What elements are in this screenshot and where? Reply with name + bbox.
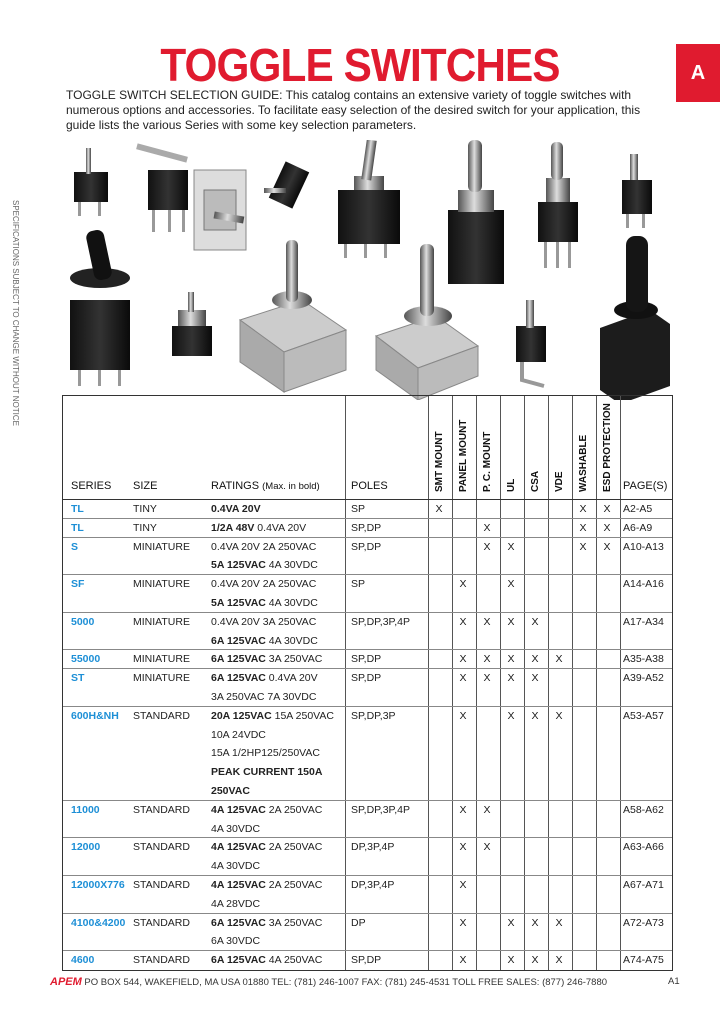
row-pages: A74-A75: [623, 954, 664, 967]
row-rating-line: [211, 744, 320, 762]
row-mark: X: [507, 916, 515, 929]
rating-segment: 6A 125VAC: [211, 954, 266, 967]
row-rating-line: [211, 914, 322, 932]
row-mark: X: [555, 916, 563, 929]
row-size: STANDARD: [133, 954, 190, 967]
row-rating-line: [211, 650, 322, 668]
rating-segment: 10A 24VDC: [211, 728, 266, 741]
row-mark: X: [507, 578, 515, 591]
row-poles: SP,DP,3P,4P: [351, 803, 410, 816]
row-mark: X: [459, 615, 467, 628]
rating-segment: 0.4VA 20V 2A 250VAC: [211, 578, 317, 591]
row-mark: X: [603, 503, 611, 515]
page-number: A1: [668, 976, 680, 987]
switch-photo-2: [136, 143, 188, 232]
row-series: TL: [71, 503, 84, 515]
rating-segment: PEAK CURRENT 150A: [211, 766, 323, 779]
row-series: 12000: [71, 841, 101, 854]
row-mark: X: [555, 653, 563, 666]
row-rating-line: [211, 895, 260, 913]
col-pc-mount: P. C. MOUNT: [482, 431, 493, 492]
row-size: STANDARD: [133, 803, 190, 816]
row-mark: X: [459, 672, 467, 685]
row-series: ST: [71, 672, 85, 685]
rating-segment: 0.4VA 20V: [254, 521, 307, 534]
rating-segment: 3A 250VAC 7A 30VDC: [211, 691, 317, 703]
rating-segment: 6A 30VDC: [211, 935, 261, 948]
rating-segment: 0.4VA 20V: [265, 672, 318, 685]
rating-segment: 4A 125VAC: [211, 803, 266, 816]
col-ul: UL: [506, 478, 517, 492]
row-size: STANDARD: [133, 841, 190, 854]
rating-segment: 2A 250VAC: [265, 879, 323, 891]
row-mark: X: [603, 540, 611, 553]
row-mark: X: [531, 954, 539, 967]
switch-photo-6: [448, 140, 504, 284]
row-rating-line: [211, 782, 250, 800]
row-mark: X: [483, 653, 491, 666]
row-size: MINIATURE: [133, 615, 190, 628]
row-mark: X: [483, 803, 491, 816]
rating-segment: 250VAC: [211, 785, 250, 797]
row-pages: A10-A13: [623, 540, 664, 553]
row-pages: A58-A62: [623, 803, 664, 816]
row-size: STANDARD: [133, 879, 190, 891]
row-mark: X: [483, 672, 491, 685]
row-mark: X: [555, 709, 563, 722]
col-ratings: RATINGS (Max. in bold): [211, 480, 320, 492]
rating-segment: 4A 30VDC: [211, 822, 261, 835]
rating-segment: 20A 125VAC: [211, 709, 272, 722]
rating-segment: 3A 250VAC: [265, 653, 323, 666]
row-pages: A6-A9: [623, 521, 653, 534]
rating-segment: 6A 125VAC: [211, 653, 266, 666]
selection-table: [62, 395, 673, 971]
col-panel-mount: PANEL MOUNT: [458, 419, 469, 492]
row-mark: X: [459, 803, 467, 816]
row-mark: X: [531, 672, 539, 685]
row-size: TINY: [133, 503, 157, 515]
row-size: MINIATURE: [133, 578, 190, 591]
row-rating-line: [211, 575, 316, 593]
rating-segment: 6A 125VAC: [211, 634, 266, 647]
row-poles: DP,3P,4P: [351, 879, 395, 891]
row-mark: X: [579, 503, 587, 515]
col-esd-protection: ESD PROTECTION: [602, 403, 613, 492]
switch-photo-4: [264, 161, 309, 208]
rating-segment: 0.4VA 20V 2A 250VAC: [211, 540, 317, 553]
brand-logo: APEM: [50, 976, 82, 988]
rating-segment: 0.4VA 20V 3A 250VAC: [211, 615, 317, 628]
rating-segment: 4A 250VAC: [265, 954, 323, 967]
col-series: SERIES: [71, 480, 112, 492]
row-rating-line: [211, 857, 260, 875]
row-series: 12000X776: [71, 879, 125, 891]
col-pages: PAGE(S): [623, 480, 668, 492]
row-rating-line: [211, 838, 322, 856]
switch-photo-13: [516, 300, 546, 386]
row-series: 4100&4200: [71, 916, 126, 929]
row-poles: SP,DP: [351, 954, 382, 967]
rating-segment: 4A 125VAC: [211, 879, 266, 891]
row-series: 5000: [71, 615, 95, 628]
page-title: TOGGLE SWITCHES: [160, 39, 560, 91]
row-poles: SP,DP: [351, 672, 382, 685]
row-rating-line: [211, 951, 322, 969]
row-series: S: [71, 540, 79, 553]
rating-segment: 5A 125VAC: [211, 597, 266, 609]
switch-photo-8: [622, 154, 652, 228]
row-rating-line: [211, 613, 316, 631]
col-size: SIZE: [133, 480, 158, 492]
row-mark: X: [531, 916, 539, 929]
row-mark: X: [531, 709, 539, 722]
row-rating-line: [211, 932, 260, 950]
row-pages: A2-A5: [623, 503, 653, 515]
row-pages: A39-A52: [623, 672, 664, 685]
row-rating-line: [211, 632, 318, 650]
row-mark: X: [507, 672, 515, 685]
row-poles: SP: [351, 578, 366, 591]
row-rating-line: [211, 594, 318, 612]
row-pages: A63-A66: [623, 841, 664, 854]
switch-photo-11: [240, 240, 346, 392]
col-poles: POLES: [351, 480, 388, 492]
row-mark: X: [507, 540, 515, 553]
section-tab: A: [676, 44, 720, 102]
row-series: SF: [71, 578, 85, 591]
rating-segment: 2A 250VAC: [265, 803, 323, 816]
switch-photo-10: [172, 292, 212, 356]
rating-segment: 3A 250VAC: [265, 916, 323, 929]
row-poles: SP,DP: [351, 521, 382, 534]
switch-photo-3: [194, 170, 246, 250]
row-size: MINIATURE: [133, 672, 190, 685]
row-mark: X: [555, 954, 563, 967]
row-pages: A67-A71: [623, 879, 664, 891]
rating-segment: 2A 250VAC: [265, 841, 323, 854]
row-rating-line: [211, 820, 260, 838]
switch-photo-7: [538, 142, 578, 268]
row-size: STANDARD: [133, 709, 190, 722]
row-mark: X: [459, 879, 467, 891]
intro-paragraph: TOGGLE SWITCH SELECTION GUIDE: This catalog contains an extensive variety of toggle switches with numerous options and accessories. To facilitate easy selection of the desired switch for your application, this guide lists the various Series with some key selection parameters.: [66, 88, 641, 132]
rating-segment: 4A 30VDC: [265, 597, 318, 609]
row-rating-line: [211, 556, 318, 574]
rating-segment: 4A 125VAC: [211, 841, 266, 854]
row-size: TINY: [133, 521, 157, 534]
row-rating-line: [211, 688, 316, 706]
rating-segment: 5A 125VAC: [211, 559, 266, 572]
rating-segment: 1/2A 48V: [211, 521, 255, 534]
row-mark: X: [483, 841, 491, 854]
row-pages: A72-A73: [623, 916, 664, 929]
rating-segment: 6A 125VAC: [211, 916, 266, 929]
row-mark: X: [459, 709, 467, 722]
row-mark: X: [579, 521, 587, 534]
row-rating-line: [211, 500, 261, 518]
row-rating-line: [211, 726, 266, 744]
row-series: 11000: [71, 803, 100, 816]
row-mark: X: [507, 709, 515, 722]
col-smt-mount: SMT MOUNT: [434, 431, 445, 492]
row-rating-line: [211, 876, 322, 894]
row-size: MINIATURE: [133, 540, 190, 553]
rating-segment: 4A 28VDC: [211, 897, 261, 910]
rating-segment: 4A 30VDC: [211, 860, 261, 873]
col-vde: VDE: [554, 471, 565, 492]
row-mark: X: [459, 954, 467, 967]
row-poles: SP,DP,3P,4P: [351, 615, 410, 628]
rating-segment: 4A 30VDC: [265, 634, 318, 647]
row-mark: X: [483, 615, 491, 628]
switch-photo-5: [338, 140, 400, 258]
switch-photo-9: [70, 229, 130, 386]
row-poles: SP,DP: [351, 653, 382, 666]
row-mark: X: [435, 503, 443, 515]
row-size: STANDARD: [133, 916, 190, 929]
side-note: SPECIFICATIONS SUBJECT TO CHANGE WITHOUT NOTICE: [11, 200, 20, 426]
footer-address: PO BOX 544, WAKEFIELD, MA USA 01880 TEL: (781) 246-1007 FAX: (781) 245-4531 TOLL FREE SALES: (877) 246-7880: [84, 977, 608, 988]
row-poles: SP,DP,3P: [351, 709, 396, 722]
col-csa: CSA: [530, 470, 541, 492]
row-rating-line: [211, 519, 306, 537]
row-rating-line: [211, 669, 318, 687]
row-rating-line: [211, 538, 316, 556]
row-mark: X: [483, 521, 491, 534]
row-mark: X: [507, 653, 515, 666]
row-pages: A35-A38: [623, 653, 664, 666]
rating-segment: 6A 125VAC: [211, 672, 266, 685]
row-pages: A14-A16: [623, 578, 664, 591]
row-series: 600H&NH: [71, 709, 119, 722]
footer: [50, 976, 690, 988]
row-poles: SP: [351, 503, 366, 515]
row-pages: A53-A57: [623, 709, 664, 722]
row-mark: X: [459, 916, 467, 929]
row-rating-line: [211, 763, 322, 781]
switch-photo-1: [74, 148, 108, 216]
rating-segment: 0.4VA 20V: [211, 503, 261, 515]
row-mark: X: [603, 521, 611, 534]
row-poles: DP,3P,4P: [351, 841, 395, 854]
row-poles: DP: [351, 916, 366, 929]
row-mark: X: [507, 954, 515, 967]
row-series: TL: [71, 521, 84, 534]
row-mark: X: [579, 540, 587, 553]
row-rating-line: [211, 801, 322, 819]
row-series: 55000: [71, 653, 101, 666]
row-size: MINIATURE: [133, 653, 190, 666]
row-poles: SP,DP: [351, 540, 382, 553]
row-pages: A17-A34: [623, 615, 664, 628]
rating-segment: 15A 250VAC: [271, 709, 334, 722]
product-photos: [64, 140, 674, 400]
row-rating-line: [211, 707, 334, 725]
row-mark: X: [459, 841, 467, 854]
row-mark: X: [531, 615, 539, 628]
rating-segment: 15A 1/2HP125/250VAC: [211, 747, 320, 760]
switch-photo-14: [600, 236, 670, 400]
rating-segment: 4A 30VDC: [265, 559, 318, 572]
row-mark: X: [483, 540, 491, 553]
row-series: 4600: [71, 954, 95, 967]
row-mark: X: [459, 578, 467, 591]
row-mark: X: [531, 653, 539, 666]
row-mark: X: [459, 653, 467, 666]
col-washable: WASHABLE: [578, 434, 589, 492]
row-mark: X: [507, 615, 515, 628]
